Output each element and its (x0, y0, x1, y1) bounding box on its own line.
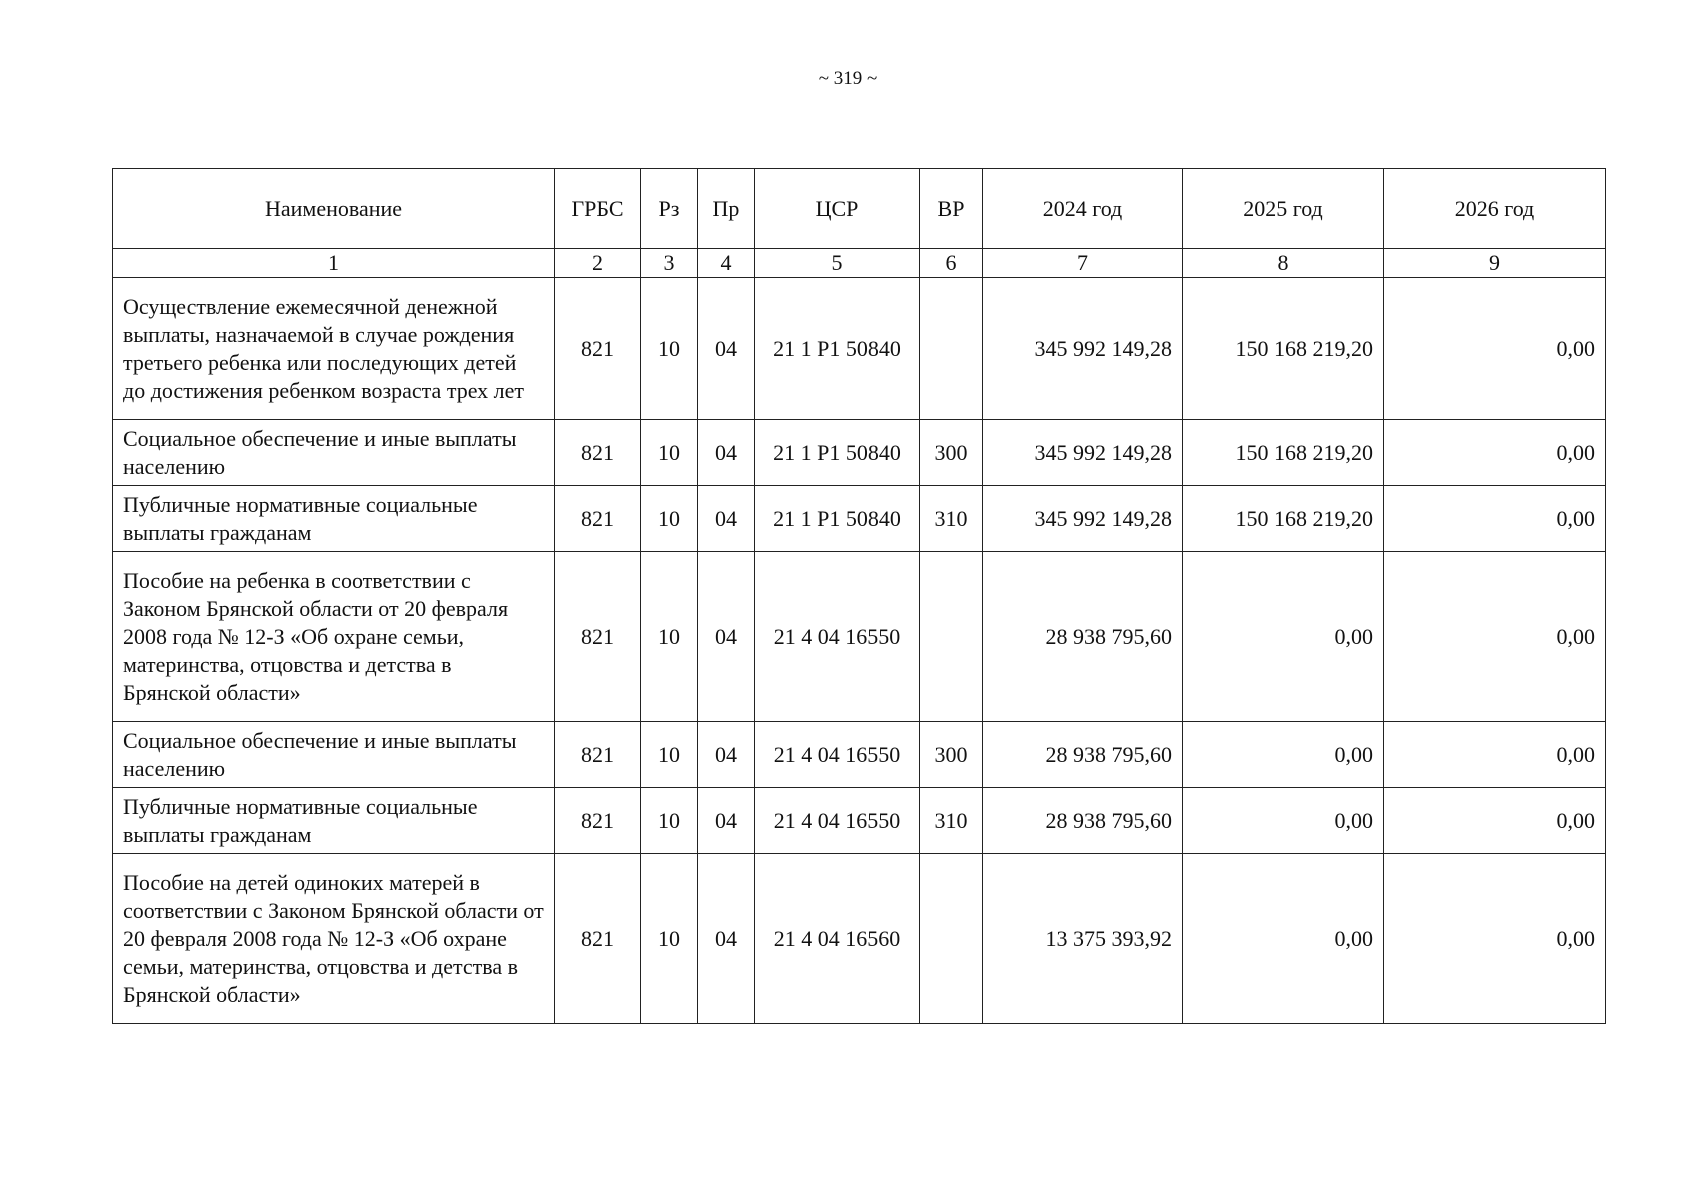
row-2025: 150 168 219,20 (1183, 278, 1384, 420)
table-row (113, 722, 1606, 788)
header-rz: Рз (641, 169, 698, 249)
row-pr: 04 (698, 486, 755, 552)
row-2024: 13 375 393,92 (983, 854, 1183, 1024)
row-grbs: 821 (555, 854, 641, 1024)
header-grbs: ГРБС (555, 169, 641, 249)
row-pr: 04 (698, 788, 755, 854)
column-number: 6 (920, 249, 983, 278)
row-grbs: 821 (555, 722, 641, 788)
row-2024: 28 938 795,60 (983, 788, 1183, 854)
row-csr: 21 4 04 16550 (755, 552, 920, 722)
table-row (113, 486, 1606, 552)
row-pr: 04 (698, 552, 755, 722)
row-csr: 21 1 Р1 50840 (755, 420, 920, 486)
row-vr (920, 854, 983, 1024)
row-pr: 04 (698, 722, 755, 788)
row-csr: 21 1 Р1 50840 (755, 278, 920, 420)
column-number: 8 (1183, 249, 1384, 278)
column-number: 5 (755, 249, 920, 278)
row-csr: 21 4 04 16560 (755, 854, 920, 1024)
row-2026: 0,00 (1384, 722, 1606, 788)
column-number: 4 (698, 249, 755, 278)
row-2026: 0,00 (1384, 788, 1606, 854)
row-name: Социальное обеспечение и иные выплаты населению (113, 722, 555, 788)
header-2024: 2024 год (983, 169, 1183, 249)
row-rz: 10 (641, 854, 698, 1024)
row-2026: 0,00 (1384, 486, 1606, 552)
table-header-row (113, 169, 1606, 249)
row-2026: 0,00 (1384, 420, 1606, 486)
row-rz: 10 (641, 486, 698, 552)
column-number-row (113, 249, 1606, 278)
row-pr: 04 (698, 420, 755, 486)
row-csr: 21 4 04 16550 (755, 722, 920, 788)
row-rz: 10 (641, 552, 698, 722)
table-row (113, 788, 1606, 854)
row-csr: 21 1 Р1 50840 (755, 486, 920, 552)
row-2024: 28 938 795,60 (983, 722, 1183, 788)
header-2025: 2025 год (1183, 169, 1384, 249)
column-number: 3 (641, 249, 698, 278)
row-name: Пособие на ребенка в соответствии с Законом Брянской области от 20 февраля 2008 года № 12-З «Об охране семьи, материнства, отцовства и детства в Брянской области» (113, 552, 555, 722)
row-vr (920, 552, 983, 722)
header-pr: Пр (698, 169, 755, 249)
row-vr: 310 (920, 788, 983, 854)
row-2025: 150 168 219,20 (1183, 420, 1384, 486)
row-rz: 10 (641, 278, 698, 420)
row-rz: 10 (641, 788, 698, 854)
table-row (113, 552, 1606, 722)
header-2026: 2026 год (1384, 169, 1606, 249)
row-name: Социальное обеспечение и иные выплаты населению (113, 420, 555, 486)
column-number: 1 (113, 249, 555, 278)
row-grbs: 821 (555, 278, 641, 420)
column-number: 9 (1384, 249, 1606, 278)
row-grbs: 821 (555, 552, 641, 722)
header-name: Наименование (113, 169, 555, 249)
row-2025: 0,00 (1183, 722, 1384, 788)
row-2024: 28 938 795,60 (983, 552, 1183, 722)
page-number: ~ 319 ~ (818, 68, 878, 89)
row-grbs: 821 (555, 420, 641, 486)
header-csr: ЦСР (755, 169, 920, 249)
row-rz: 10 (641, 420, 698, 486)
row-pr: 04 (698, 278, 755, 420)
row-2026: 0,00 (1384, 854, 1606, 1024)
row-name: Осуществление ежемесячной денежной выплаты, назначаемой в случае рождения третьего ребенка или последующих детей до достижения ребенком возраста трех лет (113, 278, 555, 420)
row-2024: 345 992 149,28 (983, 420, 1183, 486)
table-row (113, 278, 1606, 420)
table-row (113, 420, 1606, 486)
row-2026: 0,00 (1384, 278, 1606, 420)
column-number: 7 (983, 249, 1183, 278)
header-vr: ВР (920, 169, 983, 249)
budget-table (112, 168, 1606, 1024)
row-grbs: 821 (555, 486, 641, 552)
row-vr: 300 (920, 722, 983, 788)
row-pr: 04 (698, 854, 755, 1024)
row-vr (920, 278, 983, 420)
row-2024: 345 992 149,28 (983, 486, 1183, 552)
row-2025: 0,00 (1183, 552, 1384, 722)
row-vr: 310 (920, 486, 983, 552)
table-row (113, 854, 1606, 1024)
row-2025: 0,00 (1183, 788, 1384, 854)
row-name: Пособие на детей одиноких матерей в соответствии с Законом Брянской области от 20 февраля 2008 года № 12-З «Об охране семьи, материнства, отцовства и детства в Брянской области» (113, 854, 555, 1024)
row-grbs: 821 (555, 788, 641, 854)
row-name: Публичные нормативные социальные выплаты гражданам (113, 788, 555, 854)
row-rz: 10 (641, 722, 698, 788)
row-name: Публичные нормативные социальные выплаты гражданам (113, 486, 555, 552)
row-2026: 0,00 (1384, 552, 1606, 722)
row-2024: 345 992 149,28 (983, 278, 1183, 420)
row-2025: 150 168 219,20 (1183, 486, 1384, 552)
row-2025: 0,00 (1183, 854, 1384, 1024)
column-number: 2 (555, 249, 641, 278)
row-csr: 21 4 04 16550 (755, 788, 920, 854)
row-vr: 300 (920, 420, 983, 486)
